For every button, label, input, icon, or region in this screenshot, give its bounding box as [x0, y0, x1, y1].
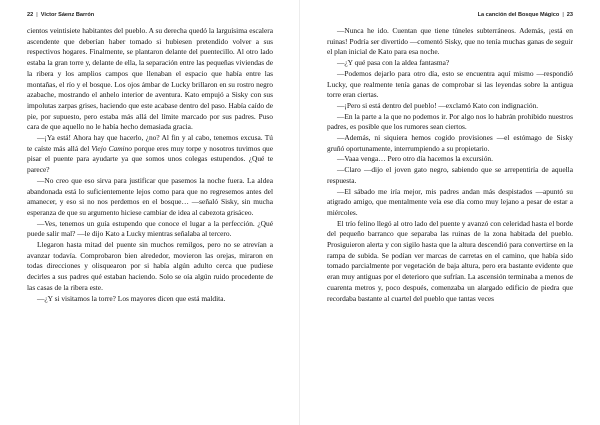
paragraph-text: —Vaaa venga… Pero otro día hacemos la excursión. — [337, 154, 493, 164]
right-page-body — [327, 26, 573, 304]
paragraph-text: —En la parte a la que no podemos ir. Por algo nos lo habrán prohibido nuestros padres, es posible que los rumores sean ciertos. — [327, 111, 573, 132]
paragraph — [27, 240, 273, 294]
paragraph-text: —No creo que eso sirva para justificar que pasemos la noche fuera. La aldea abandonada está lo suficientemente lejos como para que no regresemos antes del amanecer, y eso si no nos perdemos en el bosque… —señaló Sisky, sin mucha esperanza de que su argumento hiciese cambiar de idea al cabezota grisáceo. — [27, 175, 273, 217]
paragraph — [327, 133, 573, 154]
left-page-header: 22 | Víctor Sáenz Barrón — [27, 12, 95, 18]
paragraph-text: porque eres muy torpe y nosotros tuvimos que pisar el puente para ayudarte ya que somos unos colegas estupendos. ¿Qué te parece? — [27, 143, 273, 175]
paragraph — [327, 154, 573, 165]
paragraph-text: —Claro —dijo el joven gato negro, sabiendo que se arrepentiría de aquella respuesta. — [327, 165, 573, 185]
left-page-body — [27, 26, 273, 304]
paragraph-text: —Podemos dejarlo para otro día, esto se encuentra aquí mismo —respondió Lucky, que realmente tenía ganas de comprobar si las leyendas sobre la antigua torre eran ciertas. — [327, 68, 573, 100]
paragraph — [327, 112, 573, 133]
right-page-header: La canción del Bosque Mágico | 23 — [477, 12, 573, 18]
paragraph-text: —Ves, tenemos un guía estupendo que conoce el lugar a la perfección. ¿Qué puede salir mal? —le dijo Kato a Lucky mientras señalaba al tercero. — [27, 218, 273, 239]
paragraph — [327, 101, 573, 112]
paragraph-text: El trío felino llegó al otro lado del puente y avanzó con celeridad hasta el borde del pequeño barranco que separaba las ruinas de la zona habitada del pueblo. Prosiguieron alerta y con sigilo hasta que la altura descendió para convertirse en la rampa de subida. Se podían ver marcas de carretas en el camino, que había sido tomado parcialmente por vegetación de baja altura, pero era bastante evidente que eran muy antiguas por el deterioro que sufrían. La ascensión terminaba a menos de cuarenta metros y, poco después, comenzaba un alargado edificio de piedra que recordaba bastante al cuartel del pueblo que tantas veces — [327, 218, 573, 303]
paragraph — [327, 219, 573, 305]
paragraph — [27, 176, 273, 219]
right-page-number: 23 — [566, 12, 573, 18]
paragraph — [327, 69, 573, 101]
right-page — [300, 0, 600, 425]
paragraph-text: —¿Y qué pasa con la aldea fantasma? — [337, 58, 450, 68]
paragraph-text: —¿Y si visitamos la torre? Los mayores dicen que está maldita. — [37, 293, 226, 303]
paragraph — [327, 58, 573, 69]
paragraph — [27, 294, 273, 305]
paragraph — [327, 165, 573, 186]
paragraph-text: —¡Pero si está dentro del pueblo! —exclamó Kato con indignación. — [337, 100, 539, 110]
paragraph — [327, 26, 573, 58]
left-page-number: 22 — [27, 12, 34, 18]
paragraph-text: cientos veintisiete habitantes del pueblo. A su derecha quedó la larguísima escalera ascendente que deberían haber tomado si hubiesen pretendido volver a sus respectivos hogares. Finalmente, se plantaron delante del puentecillo. Al otro lado estaba la gran torre y, delante de ella, la separación entre las pequeñas viviendas de la ribera y los amplios campos que llenaban el espacio que había entre las montañas, el río y el bosque. Los ojos ámbar de Lucky brillaron en su rostro negro azabache, mostrando el anhelo interior de aventura. Kato empujó a Sisky con sus impolutas zarpas grises, haciendo que este acabase dentro del paso. Había caído de pie, por supuesto, pero estaba más allá del límite marcado por sus padres. Puso cara de que aquello no le había hecho demasiada gracia. — [27, 26, 273, 132]
paragraph-text: —¡Ya está! Ahora hay que hacerlo, ¿no? Al fin y al cabo, tenemos excusa. Tú te caíste más allá del — [27, 133, 273, 153]
paragraph-text: —El sábado me iría mejor, mis padres andan más despistados —apuntó su atigrado amigo, que mentalmente veía ese día como muy lejano a pesar de estar a miércoles. — [327, 186, 573, 217]
paragraph-text: —Nunca he ido. Cuentan que tiene túneles subterráneos. Además, ¡está en ruinas! Podría ser divertido —comentó Sisky, que no tenía muchas ganas de seguir el plan inicial de Kato para esa noche. — [327, 26, 573, 57]
left-running-head: Víctor Sáenz Barrón — [40, 12, 95, 18]
paragraph — [27, 219, 273, 240]
italic-text: Viejo Camino — [91, 143, 132, 153]
paragraph — [327, 187, 573, 219]
paragraph-text: —Además, ni siquiera hemos cogido provisiones —el estómago de Sisky gruñó oportunamente, interrumpiendo a su propietario. — [327, 133, 573, 153]
right-running-head: La canción del Bosque Mágico — [477, 12, 560, 18]
paragraph — [27, 133, 273, 176]
paragraph — [27, 26, 273, 133]
paragraph-text: Llegaron hasta mitad del puente sin muchos remilgos, pero no se atrevían a avanzar todavía. Comprobaron bien alrededor, movieron las orejas, miraron en todas direcciones y olisquearon por si había algún adulto cerca que pudiese decirles a sus padres qué estaban haciendo. Solo se oía algún ruido procedente de las casas de la ribera este. — [27, 240, 273, 292]
